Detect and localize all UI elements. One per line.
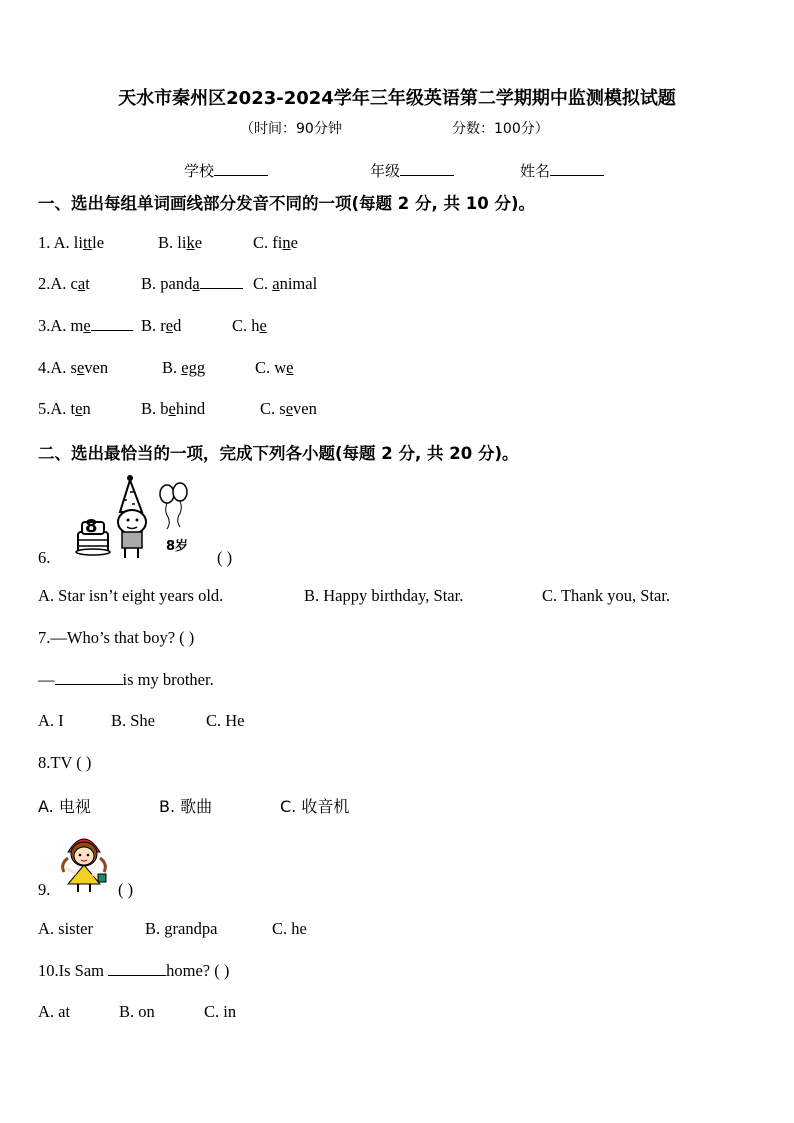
question-1-b: B. like (158, 233, 203, 252)
question-8-option-a[interactable]: A. 电视 (38, 797, 91, 816)
grade-blank[interactable] (400, 161, 454, 176)
school-field (184, 160, 268, 181)
question-6-option-a[interactable]: A. Star isn’t eight years old. (38, 586, 224, 605)
question-6-option-c[interactable]: C. Thank you, Star. (542, 586, 671, 605)
question-10-blank[interactable] (108, 961, 166, 976)
exam-time: （时间：90分钟 (240, 121, 342, 137)
question-4-c: C. we (255, 358, 294, 377)
question-9-option-c[interactable]: C. he (272, 919, 307, 938)
question-7-option-c[interactable]: C. He (206, 711, 245, 730)
question-3-c: C. he (232, 316, 267, 335)
question-2-b: B. panda (141, 274, 243, 294)
question-9-answer-paren: ( ) (118, 880, 134, 899)
section2-heading: 二、选出最恰当的一项，完成下列各小题(每题 2 分, 共 20 分)。 (38, 444, 519, 463)
question-9-number: 9. (38, 880, 51, 899)
grade-field (370, 160, 454, 181)
question-8-prompt: 8.TV ( ) (38, 753, 92, 772)
question-1-c: C. fine (253, 233, 298, 252)
question-8-option-b[interactable]: B. 歌曲 (159, 797, 213, 816)
question-1-a: 1. A. little (38, 233, 105, 252)
name-field (520, 160, 604, 181)
birthday-illustration (72, 474, 196, 562)
age-label: 8岁 (166, 539, 189, 554)
school-label: 学校 (184, 162, 215, 180)
exam-score: 分数：100分） (452, 121, 549, 137)
page-title: 天水市秦州区2023-2024学年三年级英语第二学期期中监测模拟试题 (118, 88, 676, 109)
question-2-a: 2.A. cat (38, 274, 90, 293)
question-8-option-c[interactable]: C. 收音机 (280, 797, 350, 816)
section1-heading: 一、选出每组单词画线部分发音不同的一项(每题 2 分, 共 10 分)。 (38, 194, 536, 213)
question-2-c: C. animal (253, 274, 318, 293)
question-3-b: B. red (141, 316, 182, 335)
question-4-a: 4.A. seven (38, 358, 109, 377)
question-6-option-b[interactable]: B. Happy birthday, Star. (304, 586, 464, 605)
question-4-b: B. egg (162, 358, 206, 377)
question-7-prompt: 7.—Who’s that boy? ( ) (38, 628, 195, 647)
question-7-blank[interactable] (55, 670, 123, 685)
question-5-b: B. behind (141, 399, 206, 418)
question-3-a: 3.A. me (38, 316, 133, 336)
question-5-a: 5.A. ten (38, 399, 91, 418)
question-10-option-a[interactable]: A. at (38, 1002, 71, 1021)
school-blank[interactable] (214, 161, 268, 176)
question-9-option-a[interactable]: A. sister (38, 919, 93, 938)
question-10-prompt: 10.Is Sam home? ( ) (38, 961, 230, 980)
question-7-line2: — is my brother. (38, 670, 214, 689)
name-blank[interactable] (550, 161, 604, 176)
question-6-number: 6. (38, 548, 51, 567)
question-10-option-b[interactable]: B. on (119, 1002, 155, 1021)
question-10-option-c[interactable]: C. in (204, 1002, 237, 1021)
question-7-option-b[interactable]: B. She (111, 711, 156, 730)
question-9-option-b[interactable]: B. grandpa (145, 919, 218, 938)
girl-illustration (54, 828, 114, 894)
svg-text:8: 8 (85, 516, 98, 537)
name-label: 姓名 (520, 162, 551, 180)
grade-label: 年级 (370, 162, 401, 180)
question-5-c: C. seven (260, 399, 317, 418)
question-7-option-a[interactable]: A. I (38, 711, 64, 730)
question-6-answer-paren: ( ) (217, 548, 233, 567)
